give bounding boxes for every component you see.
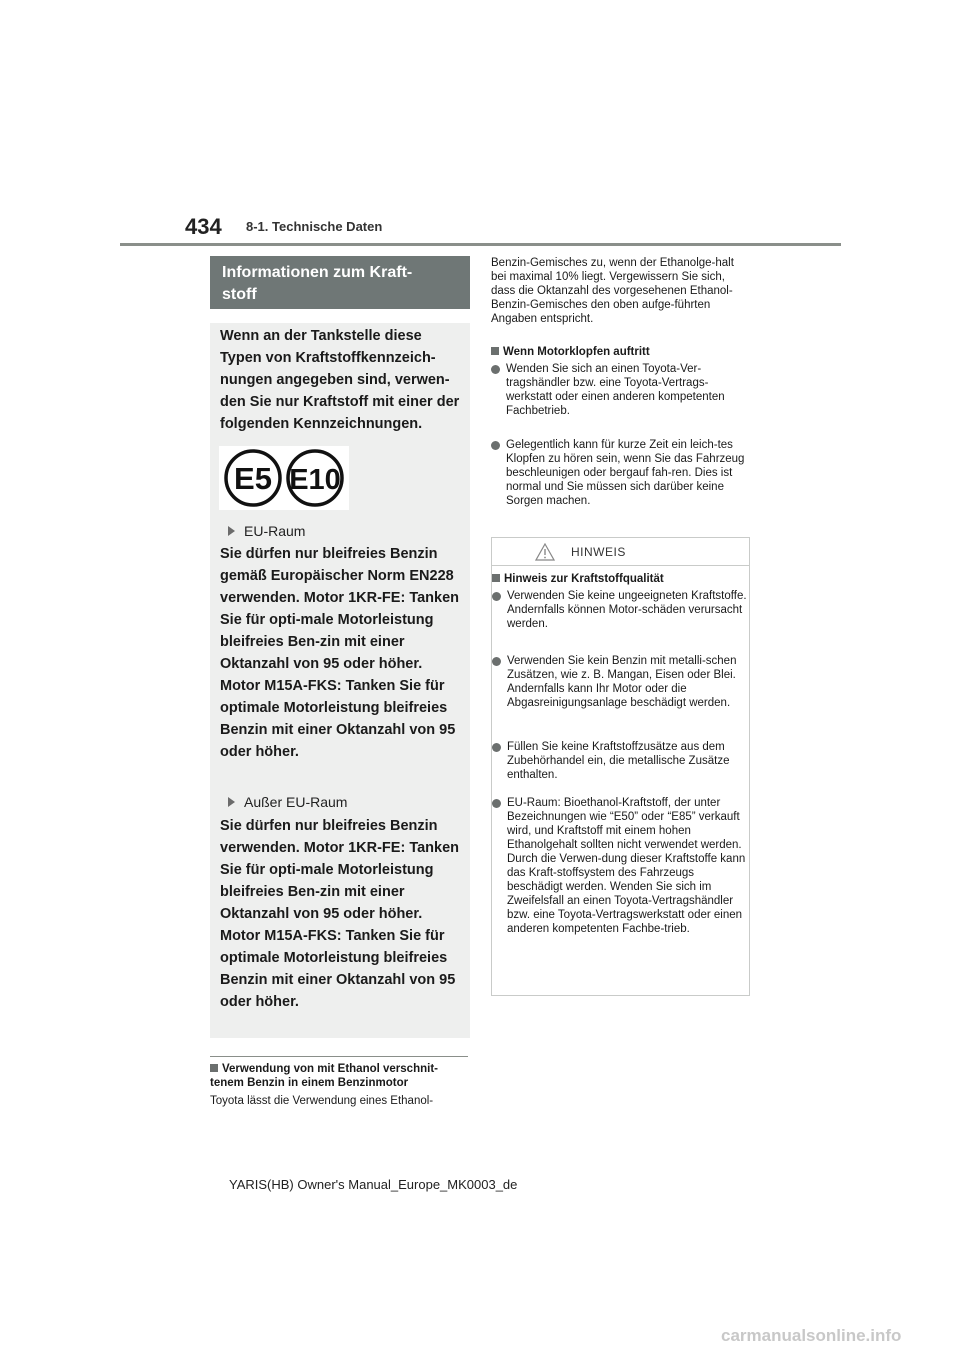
- notice-bullet-2-text: Verwenden Sie kein Benzin mit metalli-schen Zusätzen, wie z. B. Mangan, Eisen oder Blei. Andernfalls kann Ihr Motor oder die Abgasreinigungsanlage beschädigt werden.: [507, 655, 737, 709]
- ethanol-heading-label: Verwendung von mit Ethanol verschnit-tenem Benzin in einem Benzinmotor: [210, 1063, 438, 1089]
- notice-bullet-4-text: EU-Raum: Bioethanol-Kraftstoff, der unter Bezeichnungen wie “E50” oder “E85” verkauft wird, und Kraftstoff mit einem hohen Ethanolgehalt sollten nicht verwendet werden. Durch die Verwen-dung dieser Kraftstoffe kann das Kraft-stoffsystem des Fahrzeugs beschädigt werden. Wenden Sie sich im Zweifelsfall an einen Toyota-Vertragshändler bzw. eine Toyota-Vertragswerkstatt oder einen anderen kompetenten Fachbe-trieb.: [507, 797, 746, 935]
- triangle-bullet-icon: [228, 797, 235, 807]
- knock-bullet-2-text: Gelegentlich kann für kurze Zeit ein leich-tes Klopfen zu hören sein, wenn Sie das Fahrzeug beschleunigen oder bergauf fah-ren. Dies ist normal und Sie müssen sich darüber keine Sorgen machen.: [506, 439, 745, 507]
- notice-heading-label: Hinweis zur Kraftstoffqualität: [504, 573, 664, 585]
- page-number: 434: [185, 214, 222, 239]
- notice-header: [492, 538, 749, 566]
- knock-bullet-1: [491, 362, 750, 418]
- circle-bullet-icon: [492, 799, 501, 808]
- ethanol-divider: [210, 1056, 468, 1057]
- fuel-label-logos: [219, 446, 349, 510]
- logo-e5-label: E5: [234, 461, 272, 496]
- triangle-bullet-icon: [228, 526, 235, 536]
- circle-bullet-icon: [492, 592, 501, 601]
- section-title-box: [210, 256, 470, 309]
- non-eu-subheading-label: Außer EU-Raum: [244, 794, 348, 810]
- chapter-title: 8-1. Technische Daten: [246, 219, 383, 234]
- eu-subheading-label: EU-Raum: [244, 523, 306, 539]
- knock-bullet-1-text: Wenden Sie sich an einen Toyota-Ver-tragshändler bzw. eine Toyota-Vertrags-werkstatt oder einen anderen kompetenten Fachbetrieb.: [506, 363, 725, 417]
- logo-e10-label: E10: [289, 464, 341, 496]
- non-eu-fuel-text: Sie dürfen nur bleifreies Benzin verwenden. Motor 1KR-FE: Tanken Sie für opti-male Motorleistung bleifreies Ben-zin mit einer Oktanzahl von 95 oder höher. Motor M15A-FKS: Tanken Sie für optimale Motorleistung bleifreies Benzin mit einer Oktanzahl von 95 oder höher.: [220, 818, 460, 1010]
- page-header: [0, 0, 960, 248]
- notice-bullet-1: [492, 589, 749, 631]
- circle-bullet-icon: [491, 365, 500, 374]
- notice-bullet-2: [492, 654, 749, 710]
- knock-heading-label: Wenn Motorklopfen auftritt: [503, 346, 650, 358]
- non-eu-subheading: [220, 792, 347, 812]
- notice-bullet-1-text: Verwenden Sie keine ungeeigneten Kraftstoffe. Andernfalls können Motor-schäden verursacht werden.: [507, 590, 747, 630]
- eu-subheading: [220, 521, 305, 541]
- fuel-intro-text: Wenn an der Tankstelle diese Typen von Kraftstoffkennzeich-nungen angegeben sind, verwen-den Sie nur Kraftstoff mit einer der folgenden Kennzeichnungen.: [220, 328, 460, 432]
- knock-bullet-2: [491, 438, 750, 508]
- notice-heading: [492, 572, 749, 586]
- ethanol-body: Toyota lässt die Verwendung eines Ethanol-: [210, 1095, 434, 1107]
- ethanol-heading: [210, 1062, 470, 1090]
- circle-bullet-icon: [492, 743, 501, 752]
- square-bullet-icon: [210, 1064, 218, 1072]
- watermark: carmanualsonline.info: [721, 1326, 902, 1345]
- section-heading: [210, 256, 470, 309]
- notice-bullet-3-text: Füllen Sie keine Kraftstoffzusätze aus dem Zubehörhandel ein, die metallische Zusätze enthalten.: [507, 741, 730, 781]
- section-title-line1: Informationen zum Kraft-: [222, 264, 413, 281]
- manual-id: YARIS(HB) Owner's Manual_Europe_MK0003_de: [229, 1177, 518, 1192]
- notice-title: HINWEIS: [571, 545, 626, 559]
- notice-box: [491, 537, 750, 996]
- header-divider: [120, 243, 841, 246]
- eu-fuel-text: Sie dürfen nur bleifreies Benzin gemäß Europäischer Norm EN228 verwenden. Motor 1KR-FE: Tanken Sie für opti-male Motorleistung bleifreies Ben-zin mit einer Oktanzahl von 95 oder höher. Motor M15A-FKS: Tanken Sie für optimale Motorleistung bleifreies Benzin mit einer Oktanzahl von 95 oder höher.: [220, 546, 460, 760]
- circle-bullet-icon: [491, 441, 500, 450]
- circle-bullet-icon: [492, 657, 501, 666]
- fuel-info-box: [210, 323, 470, 1038]
- square-bullet-icon: [491, 347, 499, 355]
- square-bullet-icon: [492, 574, 500, 582]
- section-title-line2: stoff: [222, 286, 257, 303]
- knock-heading: [491, 345, 750, 359]
- notice-bullet-4: [492, 796, 749, 936]
- warning-triangle-icon: [535, 543, 555, 561]
- fuel-label-logos-graphic: [219, 446, 349, 510]
- ethanol-continued: Benzin-Gemisches zu, wenn der Ethanolge-halt bei maximal 10% liegt. Vergewissern Sie sich, dass die Oktanzahl des vorgesehenen Ethanol-Benzin-Gemisches den oben aufge-führten Angaben entspricht.: [491, 257, 734, 325]
- notice-bullet-3: [492, 740, 749, 782]
